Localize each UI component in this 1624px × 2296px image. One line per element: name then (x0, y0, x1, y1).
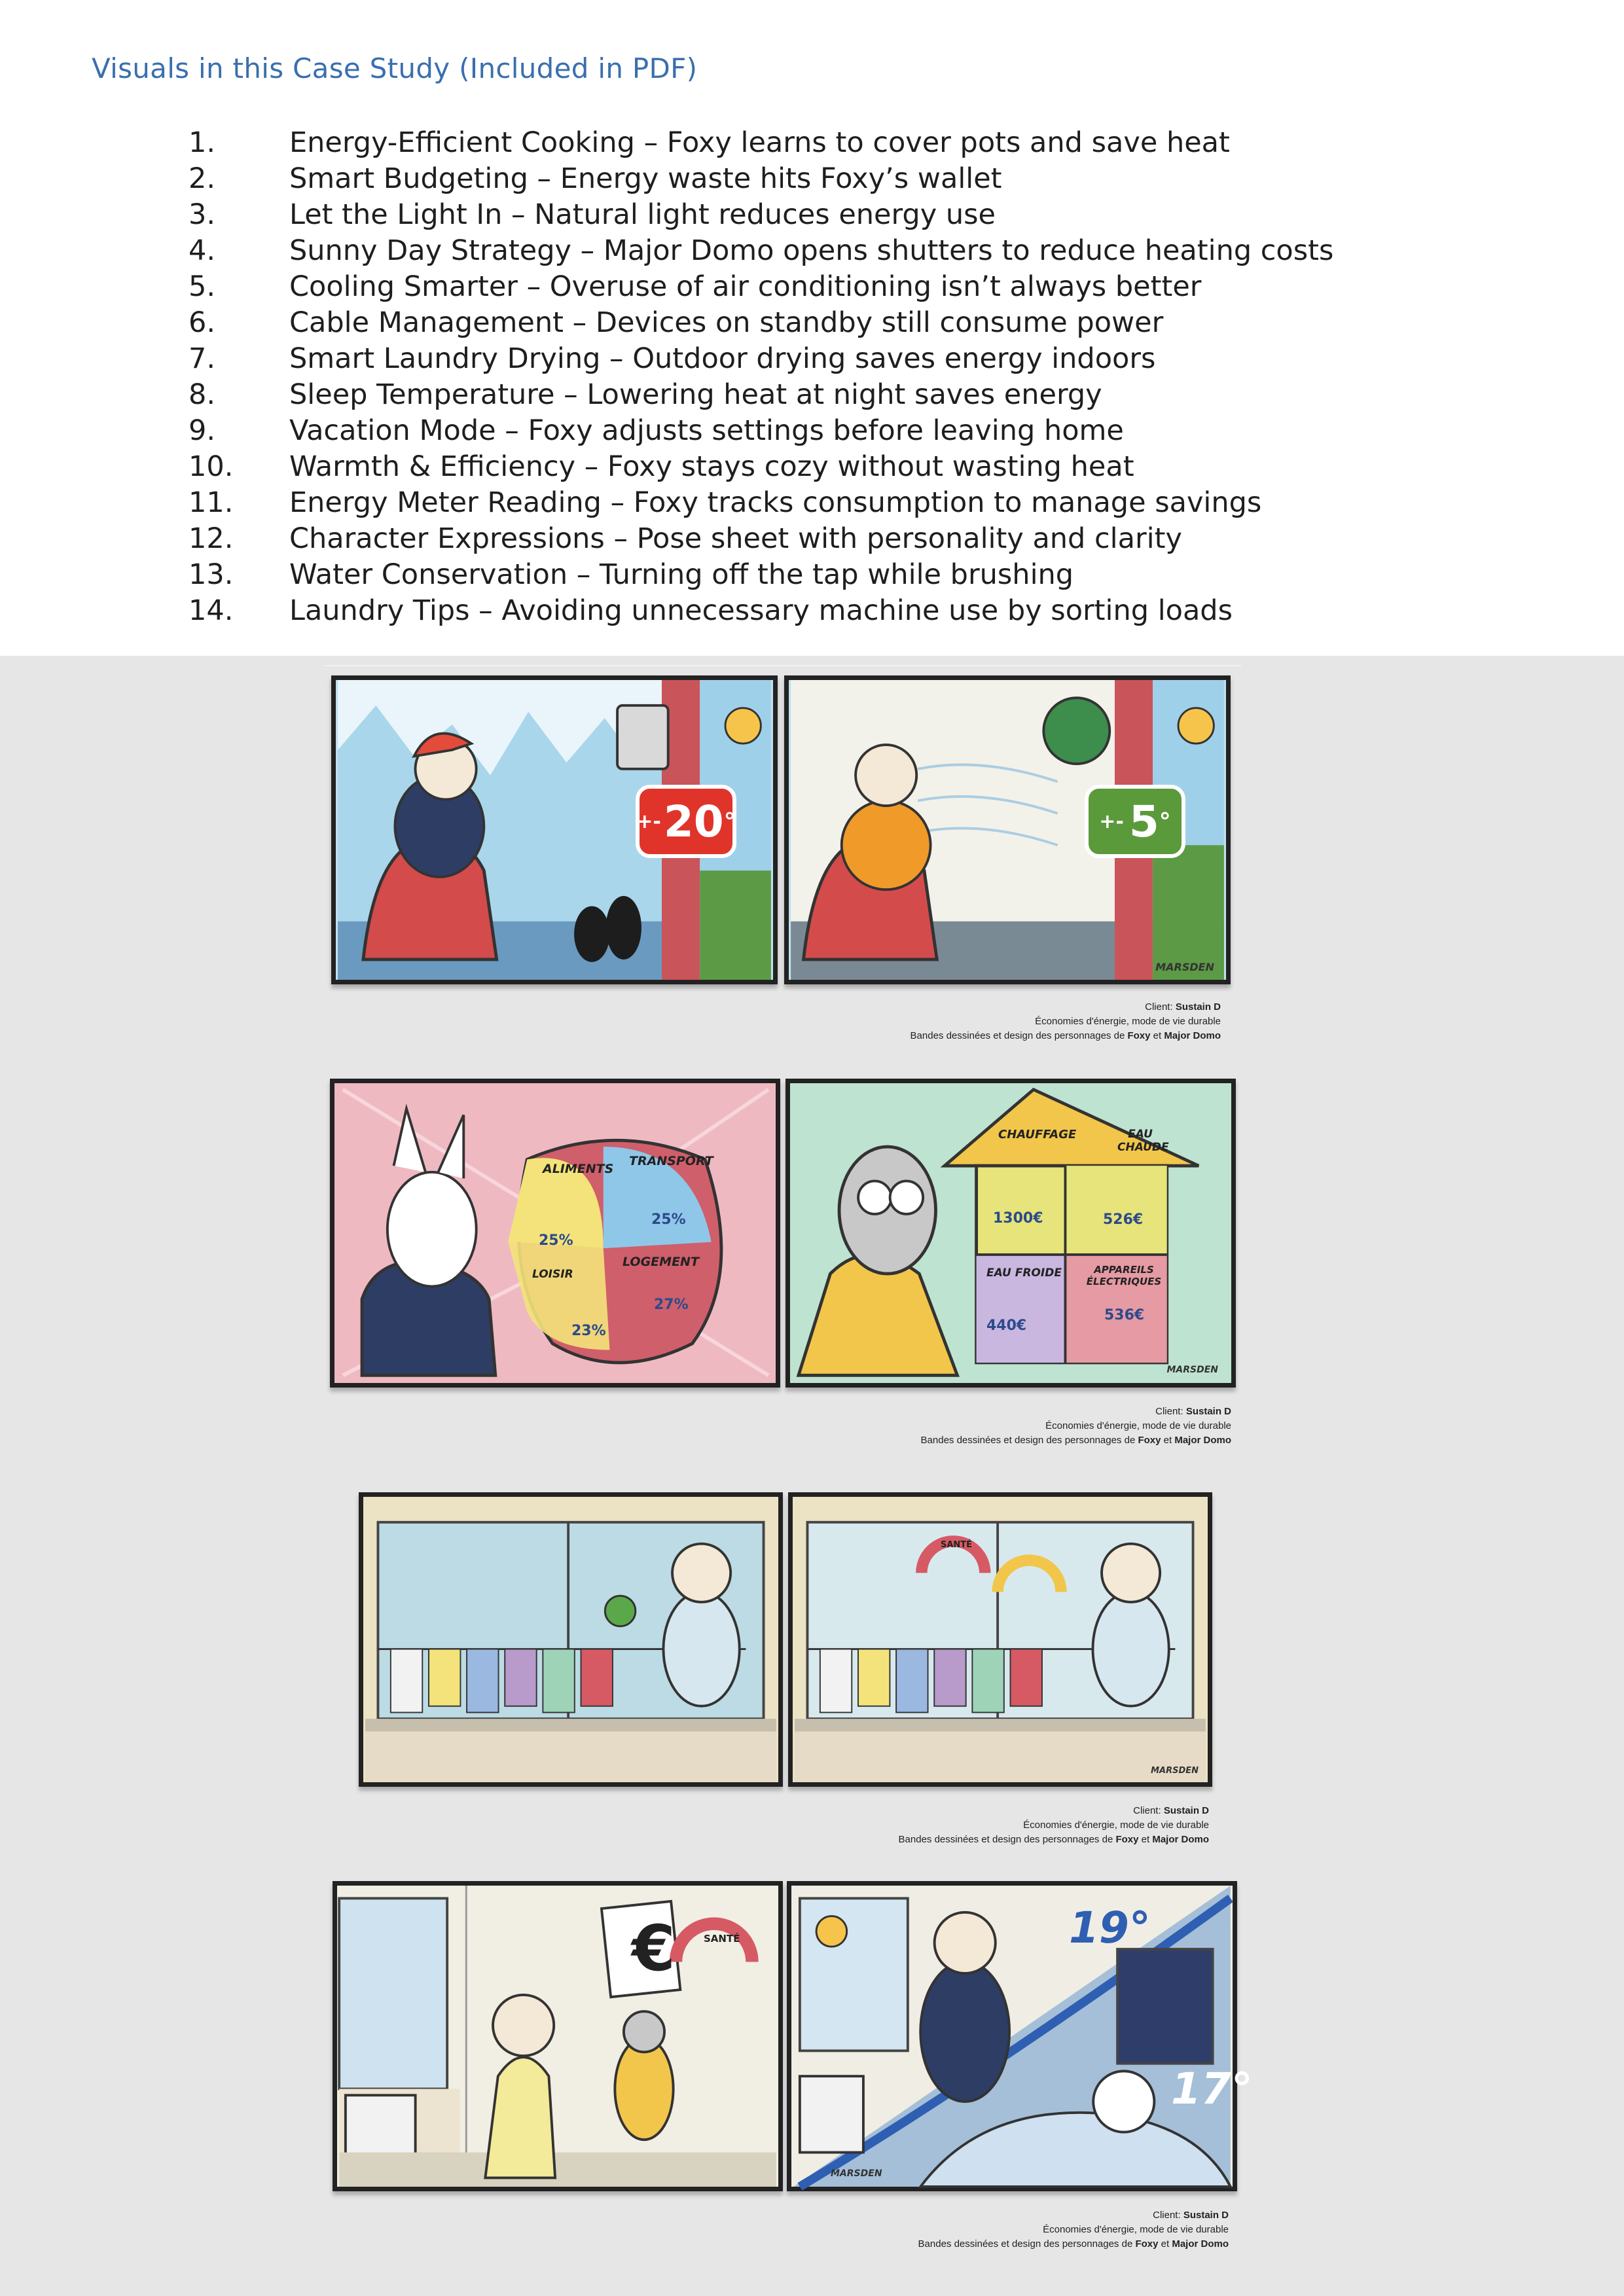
artist-signature: MARSDEN (831, 2168, 882, 2179)
client-name: Sustain D (1163, 1805, 1209, 1816)
radiator-cost-illustration (337, 1886, 778, 2187)
client-name: Sustain D (1185, 1406, 1231, 1417)
comic-1-panel-warm (784, 675, 1231, 984)
comic-2-panel-costs (785, 1079, 1236, 1388)
visual-list-item (189, 268, 1333, 304)
purse-label-logement: LOGEMENT (623, 1255, 699, 1269)
credit-subject: Économies d'énergie, mode de vie durable (1023, 1820, 1209, 1831)
visual-item-number: 1. (189, 126, 216, 159)
purse-value-aliments: 25% (539, 1232, 573, 1249)
visual-list-item (189, 376, 1333, 412)
cost-label-eau-chaude: EAU CHAUDE (1117, 1128, 1169, 1154)
temp-sign: +- (636, 810, 661, 833)
visual-item-text: Warmth & Efficiency – Foxy stays cozy without wasting heat (289, 450, 1134, 483)
euro-sign-icon: € (632, 1912, 676, 1985)
cost-value-eau-froide: 440€ (986, 1318, 1027, 1334)
visual-list-item (189, 232, 1333, 268)
cost-value-eau-chaude: 526€ (1103, 1211, 1144, 1228)
cost-value-appareils: 536€ (1104, 1307, 1145, 1323)
comic-2-credit: Client: Sustain D Économies d'énergie, mode de vie durable Bandes dessinées et design des personnages de Foxy et Major Domo (920, 1406, 1231, 1446)
visual-list-item (189, 124, 1333, 160)
artist-signature: MARSDEN (1151, 1766, 1199, 1776)
temp-sign: +- (1099, 810, 1124, 833)
visual-item-text: Energy Meter Reading – Foxy tracks consumption to manage savings (289, 486, 1262, 519)
visual-list-item (189, 484, 1333, 520)
outdoor-laundry-illustration (793, 1497, 1208, 1782)
visual-list-item (189, 556, 1333, 592)
visual-item-text: Water Conservation – Turning off the tap while brushing (289, 558, 1074, 591)
visual-item-text: Smart Laundry Drying – Outdoor drying saves energy indoors (289, 342, 1156, 375)
temp-low-label: 17° (1171, 2064, 1253, 2114)
comic-3-panel-outdoor (788, 1492, 1212, 1787)
credit-subject: Économies d'énergie, mode de vie durable (1045, 1420, 1231, 1431)
purse-value-transport: 25% (651, 1211, 686, 1228)
visual-list-item (189, 196, 1333, 232)
section-title: Visuals in this Case Study (Included in PDF) (92, 52, 698, 84)
purse-label-aliments: ALIMENTS (543, 1162, 614, 1176)
comic-1-credit: Client: Sustain D Économies d'énergie, mode de vie durable Bandes dessinées et design des personnages de Foxy et Major Domo (910, 1001, 1221, 1041)
visual-item-number: 7. (189, 342, 216, 375)
visual-item-number: 6. (189, 306, 216, 339)
comic-2-panel-budget (330, 1079, 780, 1388)
sante-gauge-label: SANTÉ (704, 1933, 740, 1945)
credit-subject: Économies d'énergie, mode de vie durable (1035, 1016, 1221, 1027)
visual-item-number: 4. (189, 234, 216, 267)
visual-item-text: Energy-Efficient Cooking – Foxy learns to cover pots and save heat (289, 126, 1230, 159)
client-name: Sustain D (1175, 1001, 1221, 1013)
comic-1-panel-cold (331, 675, 778, 984)
visual-item-text: Vacation Mode – Foxy adjusts settings before leaving home (289, 414, 1124, 447)
purse-value-loisir: 23% (571, 1323, 606, 1339)
visual-item-number: 12. (189, 522, 234, 555)
sleep-temperature-illustration (791, 1886, 1233, 2187)
artist-signature: MARSDEN (1166, 1365, 1218, 1375)
purse-label-transport: TRANSPORT (629, 1154, 713, 1168)
visual-item-number: 9. (189, 414, 216, 447)
sante-gauge-label: SANTÉ (941, 1540, 973, 1550)
temp-value: 20 (663, 796, 724, 847)
visual-item-text: Laundry Tips – Avoiding unnecessary machine use by sorting loads (289, 594, 1233, 627)
visuals-section (0, 0, 1624, 656)
comic-3-panel-indoor (359, 1492, 783, 1787)
visual-item-number: 13. (189, 558, 234, 591)
page-rule (325, 665, 1241, 666)
visual-item-text: Let the Light In – Natural light reduces energy use (289, 198, 996, 231)
visual-item-text: Cable Management – Devices on standby still consume power (289, 306, 1164, 339)
visual-item-number: 5. (189, 270, 216, 303)
visual-list-item (189, 412, 1333, 448)
visual-list-item (189, 520, 1333, 556)
cost-label-chauffage: CHAUFFAGE (998, 1128, 1077, 1141)
visuals-list (189, 124, 1333, 628)
visual-list-item (189, 592, 1333, 628)
comic-4-panel-radiator (333, 1881, 783, 2191)
cost-label-eau-froide: EAU FROIDE (986, 1266, 1062, 1280)
visual-list-item (189, 160, 1333, 196)
credit-subject: Économies d'énergie, mode de vie durable (1043, 2224, 1229, 2235)
visual-item-number: 8. (189, 378, 216, 411)
visual-item-text: Sleep Temperature – Lowering heat at night saves energy (289, 378, 1102, 411)
temp-high-label: 19° (1069, 1903, 1151, 1953)
visual-item-text: Smart Budgeting – Energy waste hits Foxy’s wallet (289, 162, 1002, 195)
comic-4-panel-sleep (787, 1881, 1253, 2191)
purse-value-logement: 27% (654, 1297, 689, 1313)
visual-list-item (189, 448, 1333, 484)
client-name: Sustain D (1183, 2210, 1229, 2221)
visual-item-number: 3. (189, 198, 216, 231)
indoor-laundry-illustration (363, 1497, 778, 1782)
purse-label-loisir: LOISIR (532, 1268, 573, 1281)
cost-value-chauffage: 1300€ (993, 1210, 1043, 1227)
visual-item-number: 10. (189, 450, 234, 483)
temperature-badge-cold: +- 20 ° (636, 785, 736, 858)
temp-value: 5 (1128, 796, 1159, 847)
comic-3-credit: Client: Sustain D Économies d'énergie, mode de vie durable Bandes dessinées et design des personnages de Foxy et Major Domo (898, 1805, 1209, 1845)
cost-label-appareils: APPAREILS ÉLECTRIQUES (1086, 1264, 1162, 1287)
artist-signature: MARSDEN (1155, 961, 1214, 973)
temperature-badge-warm: +- 5 ° (1085, 785, 1185, 858)
visual-item-number: 11. (189, 486, 234, 519)
visual-item-number: 14. (189, 594, 234, 627)
visual-list-item (189, 340, 1333, 376)
comic-4-credit: Client: Sustain D Économies d'énergie, mode de vie durable Bandes dessinées et design des personnages de Foxy et Major Domo (918, 2210, 1229, 2250)
visual-list-item (189, 304, 1333, 340)
visual-item-text: Sunny Day Strategy – Major Domo opens shutters to reduce heating costs (289, 234, 1334, 267)
visual-item-text: Character Expressions – Pose sheet with personality and clarity (289, 522, 1182, 555)
visual-item-text: Cooling Smarter – Overuse of air conditioning isn’t always better (289, 270, 1202, 303)
visual-item-number: 2. (189, 162, 216, 195)
